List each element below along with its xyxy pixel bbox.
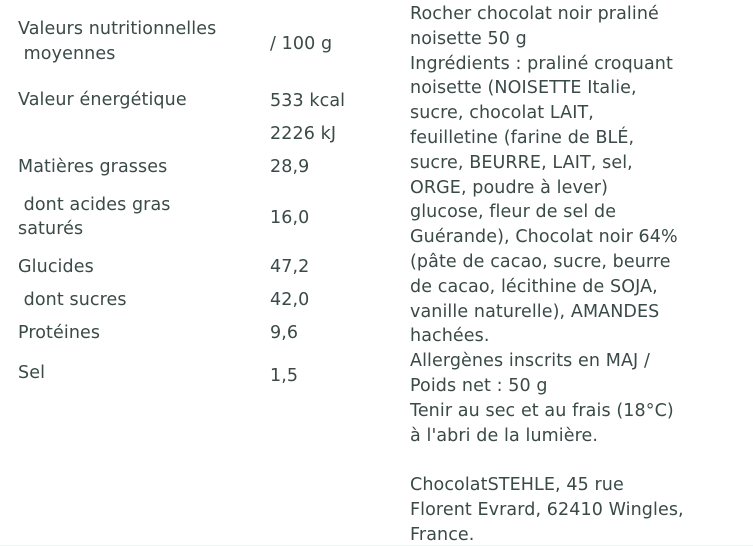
product-line: sucre, BEURRE, LAIT, sel,: [410, 152, 633, 173]
address-line: France.: [410, 524, 475, 545]
fat-label: Matières grasses: [18, 157, 168, 177]
product-line: vanille naturelle), AMANDES: [410, 301, 660, 322]
carbs-label: Glucides: [18, 257, 94, 277]
product-line: hachées.: [410, 326, 490, 347]
energy-label: Valeur énergétique: [18, 90, 187, 110]
nutrition-header-unit: / 100 g: [270, 34, 333, 54]
product-line: Rocher chocolat noir praliné: [410, 4, 659, 24]
sugars-value: 42,0: [270, 290, 310, 310]
product-line: noisette 50 g: [410, 28, 527, 49]
product-line: Ingrédients : praliné croquant: [410, 53, 673, 74]
product-line: de cacao, lécithine de SOJA,: [410, 276, 658, 297]
protein-value: 9,6: [270, 323, 299, 343]
address-line: Florent Evrard, 62410 Wingles,: [410, 499, 684, 520]
product-line: glucose, fleur de sel de: [410, 202, 617, 223]
product-line: (pâte de cacao, sucre, beurre: [410, 251, 671, 272]
energy-kj-value: 2226 kJ: [270, 124, 337, 144]
product-line: Poids net : 50 g: [410, 375, 548, 396]
energy-kcal-value: 533 kcal: [270, 91, 346, 111]
product-line: feuilletine (farine de BLÉ,: [410, 127, 635, 148]
product-line: ORGE, poudre à lever): [410, 177, 608, 198]
sugars-label: dont sucres: [18, 290, 127, 310]
salt-label: Sel: [18, 363, 46, 383]
address-line: ChocolatSTEHLE, 45 rue: [410, 475, 624, 496]
salt-value: 1,5: [270, 366, 299, 386]
fat-value: 28,9: [270, 157, 310, 177]
saturated-label-line2: saturés: [18, 219, 84, 239]
product-description: [410, 2, 750, 546]
product-line: Tenir au sec et au frais (18°C): [410, 400, 674, 421]
product-line: à l'abri de la lumière.: [410, 425, 599, 446]
carbs-value: 47,2: [270, 257, 310, 277]
saturated-value: 16,0: [270, 208, 310, 228]
protein-label: Protéines: [18, 323, 101, 343]
product-line: noisette (NOISETTE Italie,: [410, 78, 637, 99]
product-line: sucre, chocolat LAIT,: [410, 103, 594, 124]
saturated-label-line1: dont acides gras: [18, 195, 171, 215]
product-line: Allergènes inscrits en MAJ /: [410, 351, 650, 372]
paragraph-gap: [410, 448, 750, 473]
nutrition-header-label-line1: Valeurs nutritionnelles: [18, 19, 217, 39]
product-line: Guérande), Chocolat noir 64%: [410, 227, 678, 248]
nutrition-header-label-line2: moyennes: [18, 44, 116, 64]
